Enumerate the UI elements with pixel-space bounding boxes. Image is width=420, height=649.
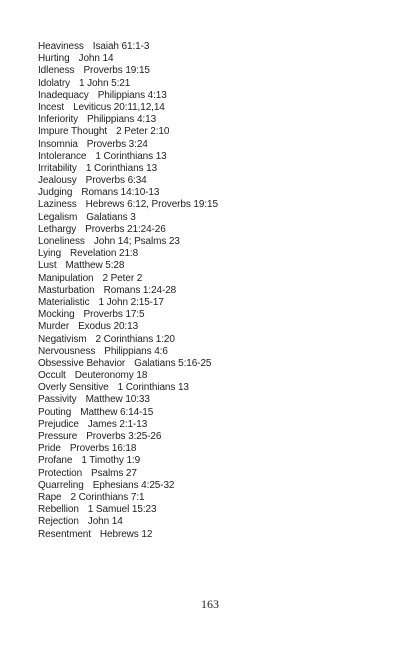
entry-scripture-reference: 1 Samuel 15:23 [87,504,157,516]
entry-scripture-reference: 2 Corinthians 1:20 [95,333,175,345]
entry-scripture-reference: Philippians 4:6 [104,345,168,357]
entry-topic: Pressure [38,431,78,442]
entry-scripture-reference: Exodus 20:13 [78,321,139,333]
entry-topic: Nervousness [38,345,96,357]
entry-topic: Overly Sensitive [38,382,109,394]
list-item [38,151,408,163]
entry-topic: Materialistic [38,296,90,308]
entry-scripture-reference: Matthew 10:33 [85,394,150,406]
entry-topic: Negativism [38,333,87,345]
entry-scripture-reference: 1 Corinthians 13 [95,150,167,162]
list-item [38,468,408,480]
list-item [38,382,408,394]
entry-scripture-reference: 2 Peter 2:10 [116,126,170,138]
entry-scripture-reference: Philippians 4:13 [97,89,167,101]
entry-topic: Impure Thought [38,126,108,138]
entry-scripture-reference: Proverbs 19:15 [83,65,150,77]
entry-topic: Resentment [38,528,91,540]
entry-topic: Idleness [38,65,75,77]
entry-topic: Pouting [38,406,72,418]
entry-topic: Protection [38,467,83,479]
entry-topic: Occult [38,370,66,382]
entry-scripture-reference: Hebrews 6:12, Proverbs 19:15 [85,199,218,211]
list-item [38,199,408,211]
entry-topic: Obsessive Behavior [38,357,126,369]
entry-topic: Incest [38,101,65,113]
list-item [38,529,408,541]
entry-topic: Lying [38,248,62,260]
entry-scripture-reference: Proverbs 21:24-26 [85,223,166,235]
entry-topic: Judging [38,187,73,199]
list-item [38,273,408,285]
entry-topic: Lust [38,260,57,272]
entry-topic: Murder [38,321,70,333]
entry-topic: Manipulation [38,272,94,284]
list-item [38,504,408,516]
entry-topic: Hurting [38,53,70,65]
entry-scripture-reference: Proverbs 6:34 [85,175,147,187]
entry-scripture-reference: Leviticus 20:11,12,14 [73,101,165,113]
list-item [38,163,408,175]
entry-scripture-reference: 2 Peter 2 [102,272,143,284]
list-item [38,248,408,260]
list-item [38,260,408,272]
list-item [38,321,408,333]
list-item [38,102,408,114]
entry-scripture-reference: Proverbs 17:5 [83,309,145,321]
entry-topic: Rejection [38,516,79,528]
list-item [38,65,408,77]
list-item [38,285,408,297]
entry-topic: Intolerance [38,150,87,162]
entry-topic: Inferiority [38,114,79,126]
list-item [38,394,408,406]
entry-scripture-reference: 1 Corinthians 13 [85,162,158,174]
list-item [38,53,408,65]
entry-topic: Prejudice [38,418,79,430]
entry-topic: Jealousy [38,175,77,187]
list-item [38,175,408,187]
entry-topic: Legalism [38,211,78,223]
page-number: 163 [201,597,219,611]
entry-scripture-reference: Isaiah 61:1-3 [92,41,150,52]
entry-topic: Inadequacy [38,89,89,101]
entry-scripture-reference: 1 Corinthians 13 [117,382,189,394]
entry-scripture-reference: Revelation 21:8 [70,248,139,260]
list-item [38,187,408,199]
list-item [38,492,408,504]
entry-scripture-reference: Ephesians 4:25-32 [92,479,175,491]
list-item [38,224,408,236]
list-item [38,126,408,138]
entry-scripture-reference: Deuteronomy 18 [74,370,148,382]
entry-scripture-reference: Romans 1:24-28 [103,284,177,296]
list-item [38,516,408,528]
list-item [38,480,408,492]
list-item [38,90,408,102]
entry-scripture-reference: Galatians 5:16-25 [134,357,212,369]
list-item [38,407,408,419]
entry-topic: Irritability [38,162,77,174]
list-item [38,309,408,321]
list-item [38,236,408,248]
list-item [38,358,408,370]
entry-topic: Quarreling [38,479,84,491]
entry-topic: Rebellion [38,504,79,516]
entry-scripture-reference: 1 John 5:21 [79,77,131,89]
entry-topic: Mocking [38,309,75,321]
entry-scripture-reference: Proverbs 3:25-26 [86,431,162,442]
entry-topic: Passivity [38,394,77,406]
entry-scripture-reference: Philippians 4:13 [87,114,157,126]
list-item [38,41,408,53]
entry-topic: Profane [38,455,73,467]
list-item [38,139,408,151]
entry-scripture-reference: Proverbs 16:18 [69,443,137,455]
list-item [38,419,408,431]
list-item [38,212,408,224]
entry-scripture-reference: Galatians 3 [86,211,136,223]
list-item [38,431,408,443]
topic-reference-list [38,41,408,541]
list-item [38,443,408,455]
list-item [38,114,408,126]
entry-topic: Pride [38,443,61,455]
list-item [38,334,408,346]
entry-scripture-reference: Matthew 6:14-15 [80,406,154,418]
entry-topic: Insomnia [38,138,78,150]
entry-scripture-reference: John 14 [78,53,114,65]
entry-topic: Heaviness [38,41,84,52]
entry-scripture-reference: Hebrews 12 [99,528,153,540]
entry-topic: Loneliness [38,236,85,247]
list-item [38,297,408,309]
entry-scripture-reference: 1 Timothy 1:9 [81,455,141,467]
list-item [38,370,408,382]
entry-topic: Rape [38,491,62,503]
list-item [38,455,408,467]
entry-topic: Idolatry [38,77,70,89]
entry-scripture-reference: Psalms 27 [91,467,137,479]
entry-topic: Masturbation [38,284,95,296]
entry-scripture-reference: Matthew 5:28 [65,260,125,272]
entry-scripture-reference: Proverbs 3:24 [86,138,148,150]
entry-scripture-reference: 1 John 2:15-17 [98,296,164,308]
list-item [38,346,408,358]
entry-scripture-reference: Romans 14:10-13 [81,187,160,199]
entry-scripture-reference: James 2:1-13 [87,418,148,430]
list-item [38,78,408,90]
entry-topic: Lethargy [38,223,77,235]
entry-scripture-reference: John 14 [87,516,123,528]
entry-scripture-reference: John 14; Psalms 23 [93,236,180,247]
entry-topic: Laziness [38,199,77,211]
entry-scripture-reference: 2 Corinthians 7:1 [70,491,145,503]
